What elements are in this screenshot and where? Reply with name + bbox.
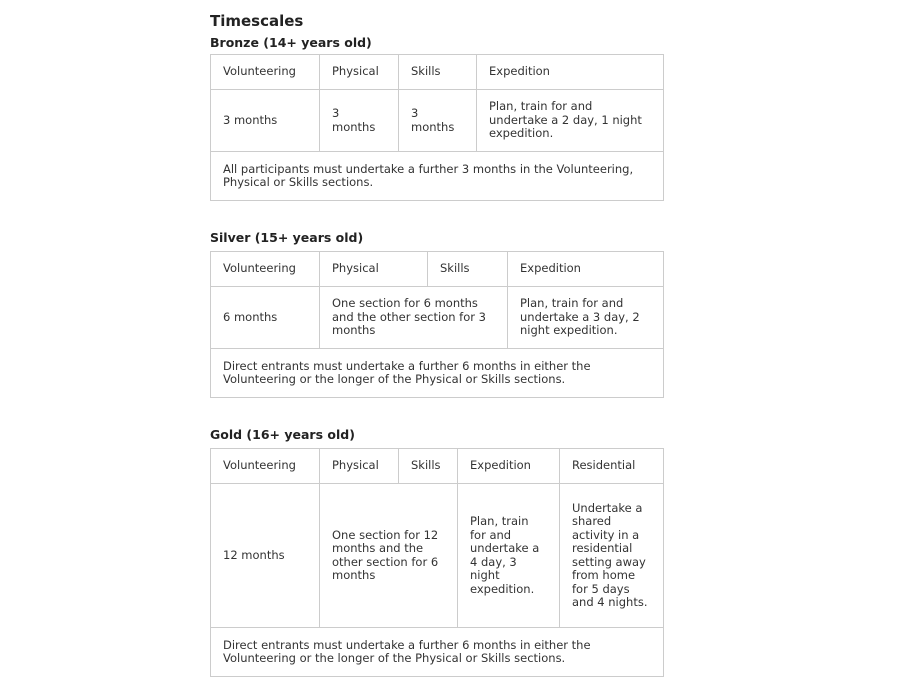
bronze-header-expedition: Expedition — [477, 55, 664, 90]
bronze-expedition-value: Plan, train for and undertake a 2 day, 1 night expedition. — [477, 90, 664, 152]
gold-header-expedition: Expedition — [458, 449, 560, 484]
silver-header-row — [211, 252, 664, 287]
bronze-data-row — [211, 90, 664, 152]
gold-note-row — [211, 628, 664, 677]
bronze-note: All participants must undertake a further 3 months in the Volunteering, Physical or Skills sections. — [211, 152, 664, 201]
gold-volunteering-value: 12 months — [211, 484, 320, 628]
bronze-header-physical: Physical — [320, 55, 399, 90]
silver-header-skills: Skills — [428, 252, 508, 287]
gold-header-residential: Residential — [560, 449, 664, 484]
gold-data-row — [211, 484, 664, 628]
timescales-content — [210, 10, 663, 677]
silver-note-row — [211, 349, 664, 398]
gold-header-row — [211, 449, 664, 484]
page-title: Timescales — [210, 12, 304, 30]
silver-header-volunteering: Volunteering — [211, 252, 320, 287]
silver-header-expedition: Expedition — [508, 252, 664, 287]
gold-residential-value: Undertake a shared activity in a residential setting away from home for 5 days and 4 nights. — [560, 484, 664, 628]
bronze-volunteering-value: 3 months — [211, 90, 320, 152]
silver-table — [210, 251, 664, 398]
silver-note: Direct entrants must undertake a further 6 months in either the Volunteering or the longer of the Physical or Skills sections. — [211, 349, 664, 398]
silver-physical-skills-value: One section for 6 months and the other section for 3 months — [320, 287, 508, 349]
gold-note: Direct entrants must undertake a further 6 months in either the Volunteering or the longer of the Physical or Skills sections. — [211, 628, 664, 677]
gold-expedition-value: Plan, train for and undertake a 4 day, 3 night expedition. — [458, 484, 560, 628]
bronze-skills-value: 3 months — [399, 90, 477, 152]
gold-header-physical: Physical — [320, 449, 399, 484]
bronze-header-volunteering: Volunteering — [211, 55, 320, 90]
silver-title: Silver (15+ years old) — [210, 230, 364, 245]
gold-table — [210, 448, 664, 677]
gold-physical-skills-value: One section for 12 months and the other section for 6 months — [320, 484, 458, 628]
bronze-table — [210, 54, 664, 201]
silver-volunteering-value: 6 months — [211, 287, 320, 349]
bronze-title: Bronze (14+ years old) — [210, 35, 372, 50]
bronze-header-skills: Skills — [399, 55, 477, 90]
gold-title: Gold (16+ years old) — [210, 427, 355, 442]
silver-expedition-value: Plan, train for and undertake a 3 day, 2 night expedition. — [508, 287, 664, 349]
bronze-physical-value: 3 months — [320, 90, 399, 152]
gold-header-volunteering: Volunteering — [211, 449, 320, 484]
silver-data-row — [211, 287, 664, 349]
gold-header-skills: Skills — [399, 449, 458, 484]
silver-header-physical: Physical — [320, 252, 428, 287]
bronze-header-row — [211, 55, 664, 90]
bronze-note-row — [211, 152, 664, 201]
